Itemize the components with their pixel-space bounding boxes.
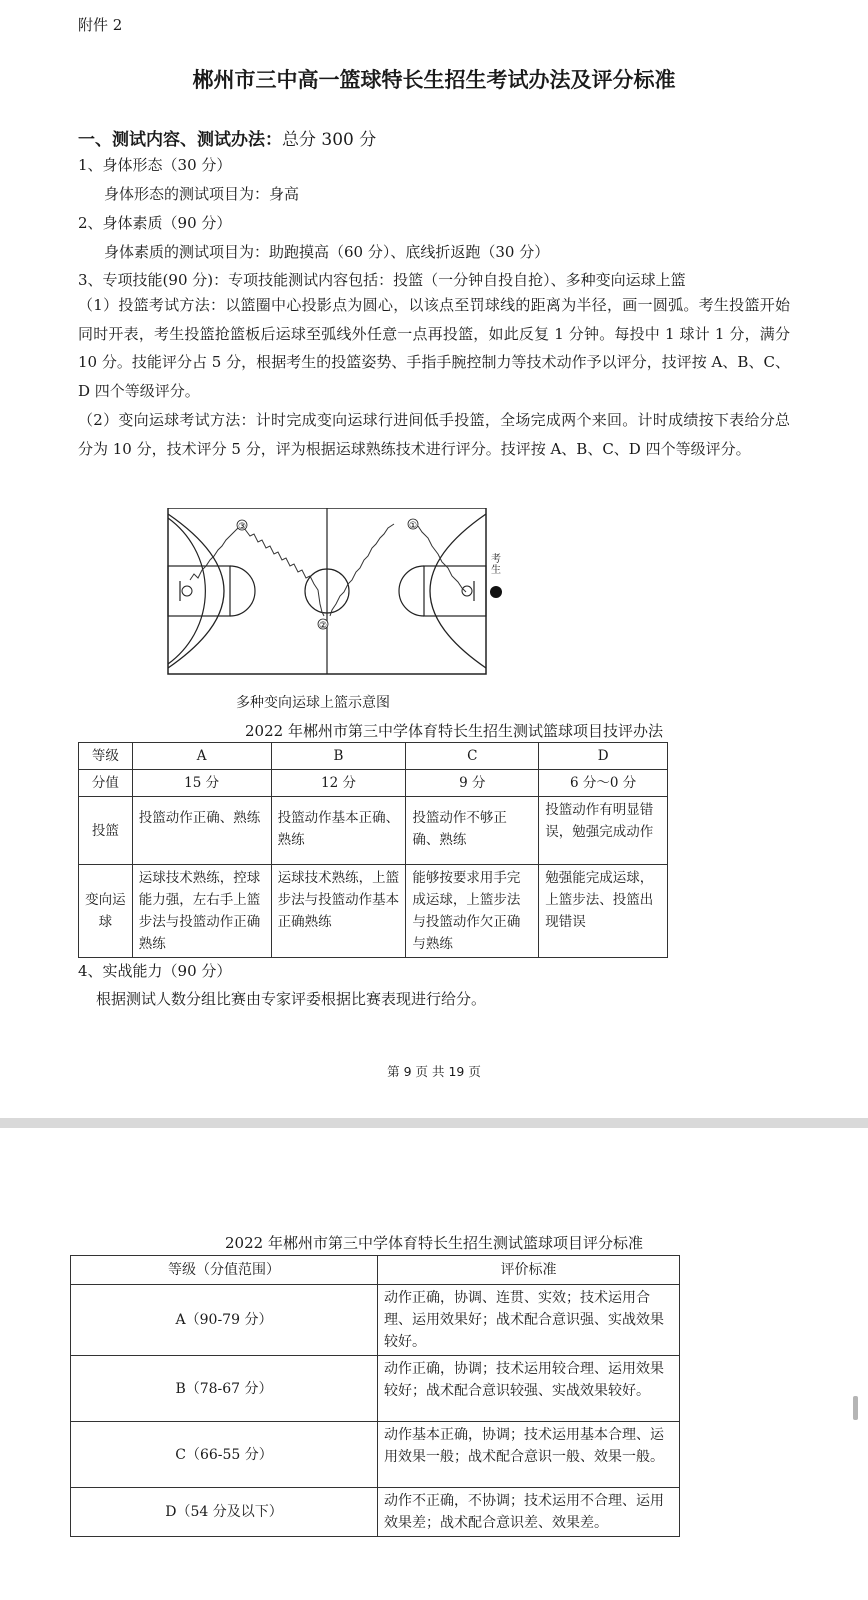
table1-header-cell: C: [406, 743, 539, 770]
right-free-throw-arc: [399, 566, 424, 616]
left-arc-outline: [168, 514, 224, 668]
table1-score-cell: 15 分: [132, 770, 271, 797]
table2-caption: 2022 年郴州市第三中学体育特长生招生测试篮球项目评分标准: [225, 1234, 643, 1252]
table1-score-cell: 12 分: [271, 770, 406, 797]
table1-header-cell: D: [539, 743, 668, 770]
table2-criteria-cell: 动作不正确，不协调；技术运用不合理、运用效果差；战术配合意识差、效果差。: [378, 1488, 680, 1537]
left-free-throw-arc: [230, 566, 255, 616]
table2-header-cell: 等级（分值范围）: [71, 1256, 378, 1285]
table2-criteria-cell: 动作基本正确，协调；技术运用基本合理、运用效果一般；战术配合意识一般、效果一般。: [378, 1422, 680, 1488]
table1-row-shooting: [79, 797, 668, 865]
attachment-label: 附件 2: [78, 16, 123, 34]
table1-score-cell: 6 分～0 分: [539, 770, 668, 797]
marker-2: ②: [319, 621, 328, 631]
table1-header-cell: B: [271, 743, 406, 770]
dribble-path-segment-3: [330, 524, 394, 616]
table1-header-cell: 等级: [79, 743, 133, 770]
table1-cell: 投篮动作不够正确、熟练: [406, 797, 539, 865]
item1-heading: 1、身体形态（30 分）: [78, 156, 232, 174]
scrollbar-thumb[interactable]: [853, 1396, 858, 1420]
dribble-method-paragraph: （2）变向运球考试方法：计时完成变向运球行进间低手投篮，全场完成两个来回。计时成绩按下表给分总分为 10 分，技术评分 5 分，评为根据运球熟练技术进行评分。技评按 A、B、C、D 四个等级评分。: [78, 411, 790, 458]
diagram-caption: 多种变向运球上篮示意图: [236, 695, 390, 711]
skill-evaluation-table: [78, 742, 668, 958]
table2-criteria-cell: 动作正确，协调；技术运用较合理、运用效果较好；战术配合意识较强、实战效果较好。: [378, 1356, 680, 1422]
page-footer: 第 9 页 共 19 页: [387, 1064, 481, 1079]
document-title: 郴州市三中高一篮球特长生招生考试办法及评分标准: [192, 67, 676, 92]
table2-grade-cell: C（66-55 分）: [71, 1422, 378, 1488]
table1-cell: 运球技术熟练，控球能力强，左右手上篮步法与投篮动作正确熟练: [132, 865, 271, 958]
marker-3: ③: [238, 522, 247, 532]
table1-row-dribble: [79, 865, 668, 958]
item1-detail: 身体形态的测试项目为：身高: [104, 185, 300, 203]
item4-heading: 4、实战能力（90 分）: [78, 962, 232, 980]
table1-cell: 投篮动作正确、熟练: [132, 797, 271, 865]
right-arc-outline: [430, 514, 486, 668]
section1-heading-bold: 一、测试内容、测试办法：: [78, 130, 282, 150]
table2-criteria-cell: 动作正确，协调、连贯、实效；技术运用合理、运用效果好；战术配合意识强、实战效果较好。: [378, 1285, 680, 1356]
table1-score-cell: 9 分: [406, 770, 539, 797]
table2-row: [71, 1422, 680, 1488]
table2-row: [71, 1488, 680, 1537]
table1-cell: 运球技术熟练，上篮步法与投篮动作基本正确熟练: [271, 865, 406, 958]
table1-header-cell: A: [132, 743, 271, 770]
table1-row-label: 投篮: [79, 797, 133, 865]
right-hoop: [462, 586, 472, 596]
item2-detail: 身体素质的测试项目为：助跑摸高（60 分）、底线折返跑（30 分）: [104, 243, 550, 261]
dribble-path-segment-2: [244, 528, 324, 616]
table1-score-row: [79, 770, 668, 797]
student-label: 考生: [491, 554, 501, 576]
table2-grade-cell: D（54 分及以下）: [71, 1488, 378, 1537]
table2-header-row: [71, 1256, 680, 1285]
table2-grade-cell: A（90-79 分）: [71, 1285, 378, 1356]
table1-caption: 2022 年郴州市第三中学体育特长生招生测试篮球项目技评办法: [245, 722, 663, 740]
section1-heading-rest: 总分 300 分: [282, 130, 377, 150]
table1-row-label: 变向运球: [79, 865, 133, 958]
table1-cell: 投篮动作有明显错误，勉强完成动作: [539, 797, 668, 865]
table2-row: [71, 1285, 680, 1356]
table1-cell: 勉强能完成运球，上篮步法、投篮出现错误: [539, 865, 668, 958]
section1-heading: [78, 125, 376, 150]
table1-score-cell: 分值: [79, 770, 133, 797]
left-hoop: [182, 586, 192, 596]
shooting-method-paragraph: （1）投篮考试方法：以篮圈中心投影点为圆心，以该点至罚球线的距离为半径，画一圆弧。考生投篮开始同时开表，考生投篮抢篮板后运球至弧线外任意一点再投篮，如此反复 1 分钟。每投中 1 球计 1 分，满分 10 分。技能评分占 5 分，根据考生的投篮姿势、手指手腕控制力等技术动作予以评分，技评按 A、B、C、D 四个等级评分。: [78, 296, 790, 400]
scoring-standard-table: [70, 1255, 680, 1537]
table1-cell: 能够按要求用手完成运球，上篮步法与投篮动作欠正确与熟练: [406, 865, 539, 958]
marker-1: ①: [409, 521, 418, 531]
student-position-dot: [490, 586, 502, 598]
page-separator: [0, 1118, 868, 1128]
table1-header-row: [79, 743, 668, 770]
basketball-court-diagram: [160, 508, 490, 678]
item2-heading: 2、身体素质（90 分）: [78, 214, 232, 232]
table2-grade-cell: B（78-67 分）: [71, 1356, 378, 1422]
item4-detail: 根据测试人数分组比赛由专家评委根据比赛表现进行给分。: [96, 990, 487, 1008]
table2-row: [71, 1356, 680, 1422]
item3-heading: 3、专项技能(90 分)：专项技能测试内容包括：投篮（一分钟自投自抢）、多种变向运球上篮: [78, 271, 686, 289]
table1-cell: 投篮动作基本正确、熟练: [271, 797, 406, 865]
table2-header-cell: 评价标准: [378, 1256, 680, 1285]
